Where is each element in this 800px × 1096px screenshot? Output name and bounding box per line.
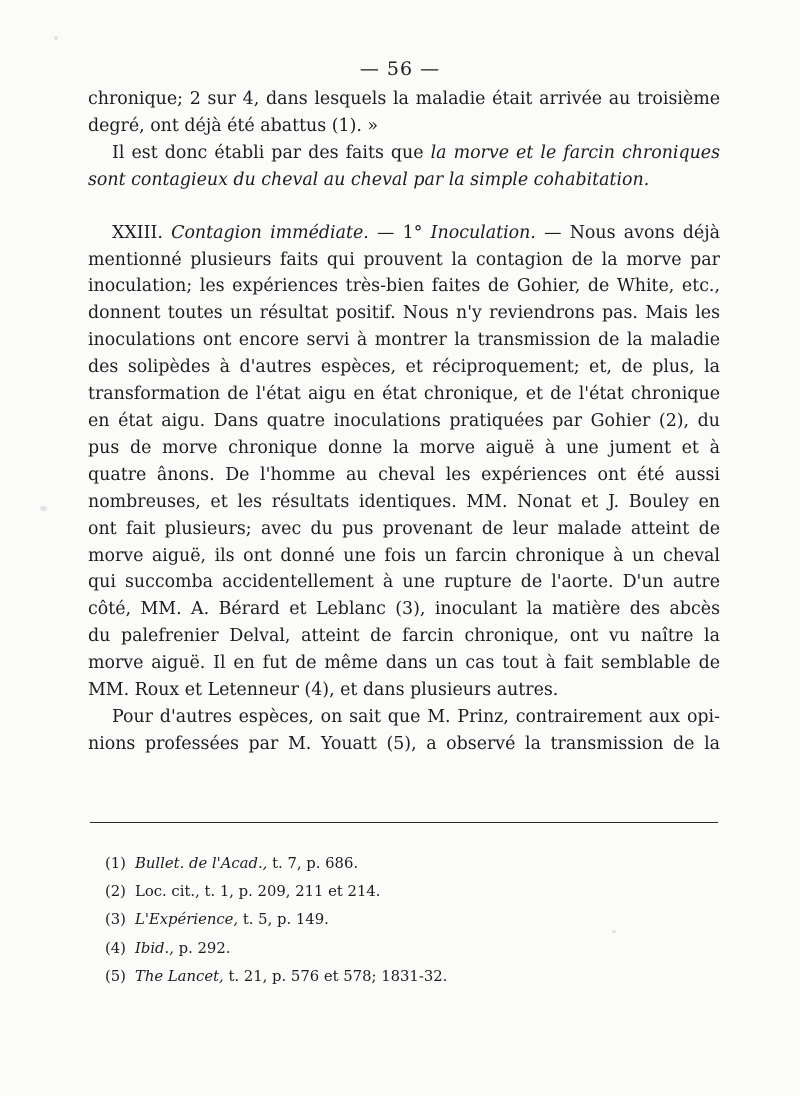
text-line: donnent toutes un résultat positif. Nous n'y reviendrons pas. Mais les	[88, 303, 720, 324]
text-line: transformation de l'état aigu en état chronique, et de l'état chronique	[88, 384, 720, 405]
print-speck	[54, 36, 58, 40]
text-line: morve aiguë. Il en fut de même dans un cas tout à fait semblable de	[88, 653, 720, 674]
footnote-source: The Lancet,	[135, 967, 224, 985]
footnote-number: (4)	[105, 939, 126, 957]
section-title: Contagion immédiate.	[171, 222, 369, 243]
text-line: pus de morve chronique donne la morve aiguë à une jument et à	[88, 437, 720, 458]
body-text	[88, 86, 720, 758]
text-fragment: — 1°	[368, 222, 431, 243]
print-speck	[612, 930, 616, 933]
footnotes	[105, 850, 665, 991]
text-line	[88, 167, 720, 194]
section-number: XXIII.	[112, 222, 172, 243]
text-line: des solipèdes à d'autres espèces, et réciproquement; et, de plus, la	[88, 357, 720, 378]
text-line: inoculation; les expériences très-bien faites de Gohier, de White, etc.,	[88, 276, 720, 297]
text-line: ont fait plusieurs; avec du pus provenant de leur malade atteint de	[88, 518, 720, 539]
footnote-reference: Loc. cit., t. 1, p. 209, 211 et 214.	[135, 883, 381, 901]
footnote-reference: t. 5, p. 149.	[238, 911, 329, 929]
footnote-reference: t. 21, p. 576 et 578; 1831-32.	[223, 967, 448, 985]
text-line: nombreuses, et les résultats identiques. MM. Nonat et J. Bouley en	[88, 491, 720, 512]
section-gap	[88, 194, 720, 220]
text-line: degré, ont déjà été abattus (1). »	[88, 115, 379, 136]
italic-text: sont contagieux du cheval au cheval par la simple cohabitation.	[88, 169, 650, 190]
text-line: Pour d'autres espèces, on sait que M. Prinz, contrairement aux opi-	[112, 706, 720, 727]
footnote-number: (3)	[105, 911, 126, 929]
footnote-number: (1)	[105, 855, 126, 872]
text-line: MM. Roux et Letenneur (4), et dans plusieurs autres.	[88, 680, 559, 701]
text-fragment: Il est donc établi par des faits que	[112, 142, 431, 163]
italic-text: la morve et le farcin chroniques	[430, 142, 721, 163]
footnote	[105, 935, 665, 963]
subsection-title: Inoculation.	[430, 222, 536, 243]
text-line: morve aiguë, ils ont donné une fois un farcin chronique à un cheval	[88, 545, 720, 566]
footnote	[105, 850, 665, 878]
footnote-number: (5)	[105, 967, 126, 985]
text-line: en état aigu. Dans quatre inoculations pratiquées par Gohier (2), du	[88, 410, 720, 431]
page-number: — 56 —	[359, 58, 441, 80]
section-heading-line	[88, 220, 720, 247]
text-line: mentionné plusieurs faits qui prouvent la contagion de la morve par	[88, 249, 720, 270]
footnote-reference: t. 7, p. 686.	[267, 855, 359, 872]
footnote-source: L'Expérience,	[135, 911, 239, 929]
text-line: du palefrenier Delval, atteint de farcin chronique, ont vu naître la	[88, 626, 720, 647]
text-line: quatre ânons. De l'homme au cheval les expériences ont été aussi	[88, 464, 720, 485]
footnote	[105, 878, 665, 906]
text-line: côté, MM. A. Bérard et Leblanc (3), inoculant la matière des abcès	[88, 599, 720, 620]
footnote-source: Ibid.,	[135, 939, 174, 957]
text-line: chronique; 2 sur 4, dans lesquels la maladie était arrivée au troisième	[88, 89, 720, 109]
print-speck	[40, 506, 47, 511]
footnote-source: Bullet. de l'Acad.,	[135, 855, 268, 872]
text-line: inoculations ont encore servi à montrer la transmission de la maladie	[88, 330, 720, 351]
text-line: nions professées par M. Youatt (5), a observé la transmission de la	[88, 733, 720, 754]
footnote-divider	[90, 822, 718, 823]
footnote	[105, 906, 665, 934]
text-line	[88, 140, 720, 167]
footnote-reference: p. 292.	[173, 939, 231, 957]
text-fragment: — Nous avons déjà	[535, 222, 720, 243]
footnote-number: (2)	[105, 883, 126, 901]
footnote	[105, 963, 665, 991]
text-line: qui succomba accidentellement à une rupture de l'aorte. D'un autre	[88, 572, 720, 593]
